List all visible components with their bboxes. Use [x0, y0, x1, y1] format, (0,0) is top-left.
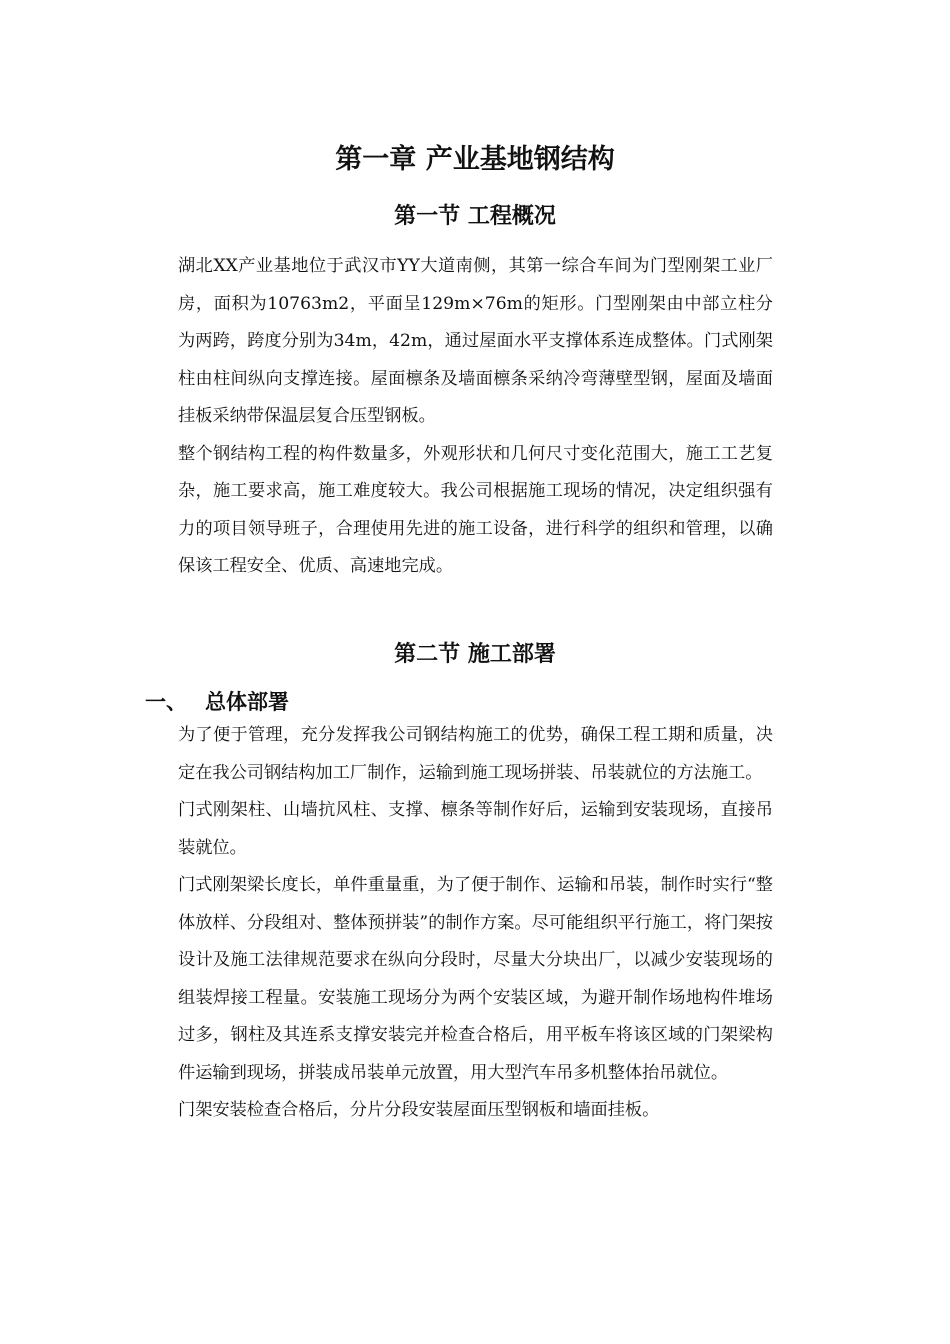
subsection-title: 总体部署 [205, 690, 289, 714]
paragraph: 门式刚架柱、山墙抗风柱、支撑、檩条等制作好后，运输到安装现场，直接吊装就位。 [178, 800, 773, 858]
paragraph: 为了便于管理，充分发挥我公司钢结构施工的优势，确保工程工期和质量，决定在我公司钢结构加工厂制作，运输到施工现场拼装、吊装就位的方法施工。 [178, 725, 773, 783]
paragraph: 整个钢结构工程的构件数量多，外观形状和几何尺寸变化范围大，施工工艺复杂，施工要求高，施工难度较大。我公司根据施工现场的情况，决定组织强有力的项目领导班子，合理使用先进的施工设备，进行科学的组织和管理，以确保该工程安全、优质、高速地完成。 [178, 443, 773, 576]
section-overview-body [178, 248, 773, 586]
section-title-deployment: 第二节 施工部署 [394, 642, 556, 667]
chapter-title: 第一章 产业基地钢结构 [335, 144, 615, 175]
paragraph: 门式刚架梁长度长，单件重量重，为了便于制作、运输和吊装，制作时实行“整体放样、分段组对、整体预拼装”的制作方案。尽可能组织平行施工，将门架按设计及施工法律规范要求在纵向分段时，尽量大分块出厂，以减少安装现场的组装焊接工程量。安装施工现场分为两个安装区域，为避开制作场地构件堆场过多，钢柱及其连系支撑安装完并检查合格后，用平板车将该区域的门架梁构件运输到现场，拼装成吊装单元放置，用大型汽车吊多机整体抬吊就位。 [178, 875, 773, 1083]
subsection-heading [145, 685, 289, 719]
paragraph: 门架安装检查合格后，分片分段安装屋面压型钢板和墙面挂板。 [178, 1100, 660, 1120]
section-title-overview: 第一节 工程概况 [394, 204, 556, 229]
paragraph: 湖北XX产业基地位于武汉市YY大道南侧，其第一综合车间为门型刚架工业厂房，面积为10763m2，平面呈129m×76m的矩形。门型刚架由中部立柱分为两跨，跨度分别为34m，42m，通过屋面水平支撑体系连成整体。门式刚架柱由柱间纵向支撑连接。屋面檩条及墙面檩条采纳冷弯薄壁型钢，屋面及墙面挂板采纳带保温层复合压型钢板。 [178, 256, 773, 426]
section-deployment-body [178, 717, 773, 1130]
subsection-number: 一、 [145, 690, 187, 714]
